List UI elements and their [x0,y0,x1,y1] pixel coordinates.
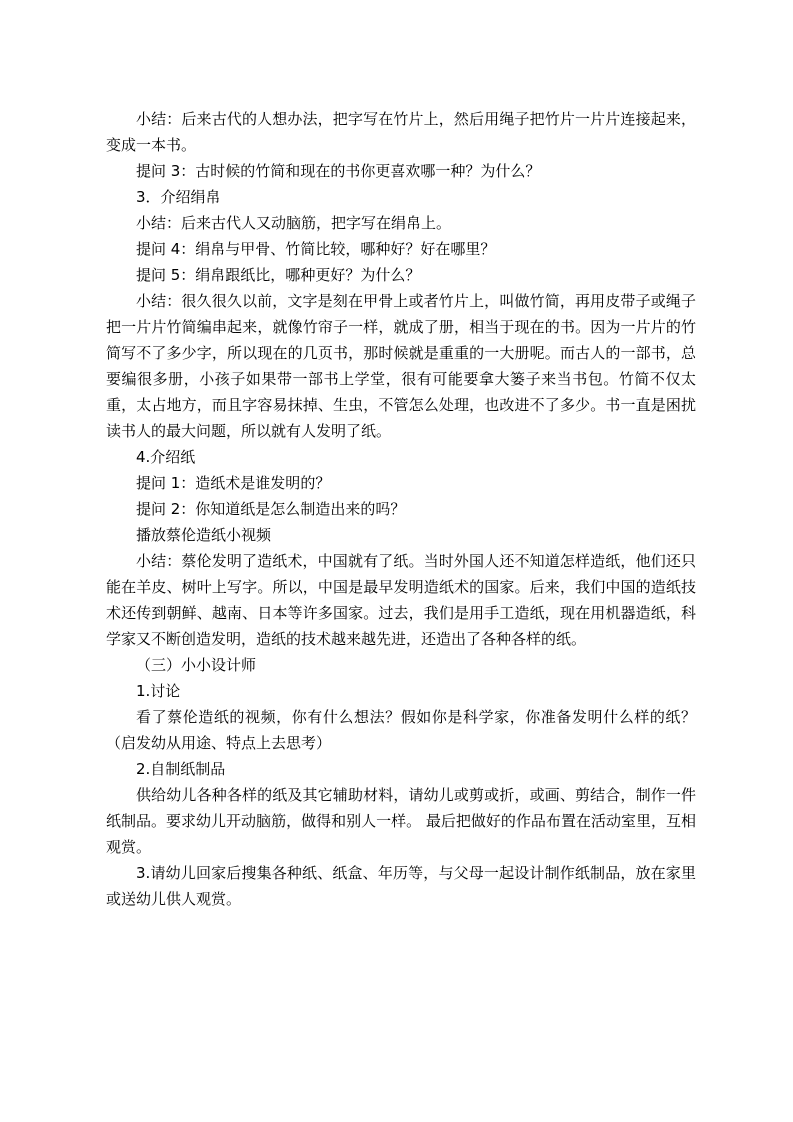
question-5: 提问 5：绢帛跟纸比，哪种更好？为什么？ [136,266,421,284]
paper-craft-text: 供给幼儿各种各样的纸及其它辅助材料，请幼儿或剪或折，或画、剪结合，制作一件纸制品。要求幼儿开动脑筋，做得和别人一样。 最后把做好的作品布置在活动室里，互相观赏。 [106,786,696,856]
question-1: 提问 1：造纸术是谁发明的？ [136,474,331,492]
summary-silk: 小结：后来古代人又动脑筋，把字写在绢帛上。 [136,214,452,232]
section-heading-designer: （三）小小设计师 [136,656,257,674]
subheading-discussion: 1.讨论 [136,682,181,700]
question-2: 提问 2：你知道纸是怎么制造出来的吗？ [136,500,406,518]
subheading-paper-craft: 2.自制纸制品 [136,760,226,778]
section-heading-silk: 3．介绍绢帛 [136,188,221,206]
document-body [106,106,696,912]
discussion-text: 看了蔡伦造纸的视频，你有什么想法？假如你是科学家，你准备发明什么样的纸？（启发幼从用途、特点上去思考） [106,708,696,752]
question-3: 提问 3：古时候的竹简和现在的书你更喜欢哪一种？为什么？ [136,162,541,180]
homework-text: 3.请幼儿回家后搜集各种纸、纸盒、年历等，与父母一起设计制作纸制品，放在家里或送幼儿供人观赏。 [106,864,696,908]
play-video-note: 播放蔡伦造纸小视频 [136,526,272,544]
section-heading-paper: 4.介绍纸 [136,448,196,466]
question-4: 提问 4：绢帛与甲骨、竹简比较，哪种好？好在哪里？ [136,240,496,258]
summary-cai-lun: 小结：蔡伦发明了造纸术，中国就有了纸。当时外国人还不知道怎样造纸，他们还只能在羊皮、树叶上写字。所以，中国是最早发明造纸术的国家。后来，我们中国的造纸技术还传到朝鲜、越南、日本等许多国家。过去，我们是用手工造纸，现在用机器造纸，科学家又不断创造发明，造纸的技术越来越先进，还造出了各种各样的纸。 [106,552,696,648]
summary-bamboo-slips: 小结：后来古代的人想办法，把字写在竹片上，然后用绳子把竹片一片片连接起来，变成一本书。 [106,110,696,154]
summary-history: 小结：很久很久以前，文字是刻在甲骨上或者竹片上，叫做竹简，再用皮带子或绳子把一片片竹简编串起来，就像竹帘子一样，就成了册，相当于现在的书。因为一片片的竹简写不了多少字，所以现在的几页书，那时候就是重重的一大册呢。而古人的一部书，总要编很多册，小孩子如果带一部书上学堂，很有可能要拿大篓子来当书包。竹简不仅太重，太占地方，而且字容易抹掉、生虫，不管怎么处理，也改进不了多少。书一直是困扰读书人的最大问题，所以就有人发明了纸。 [106,292,696,440]
